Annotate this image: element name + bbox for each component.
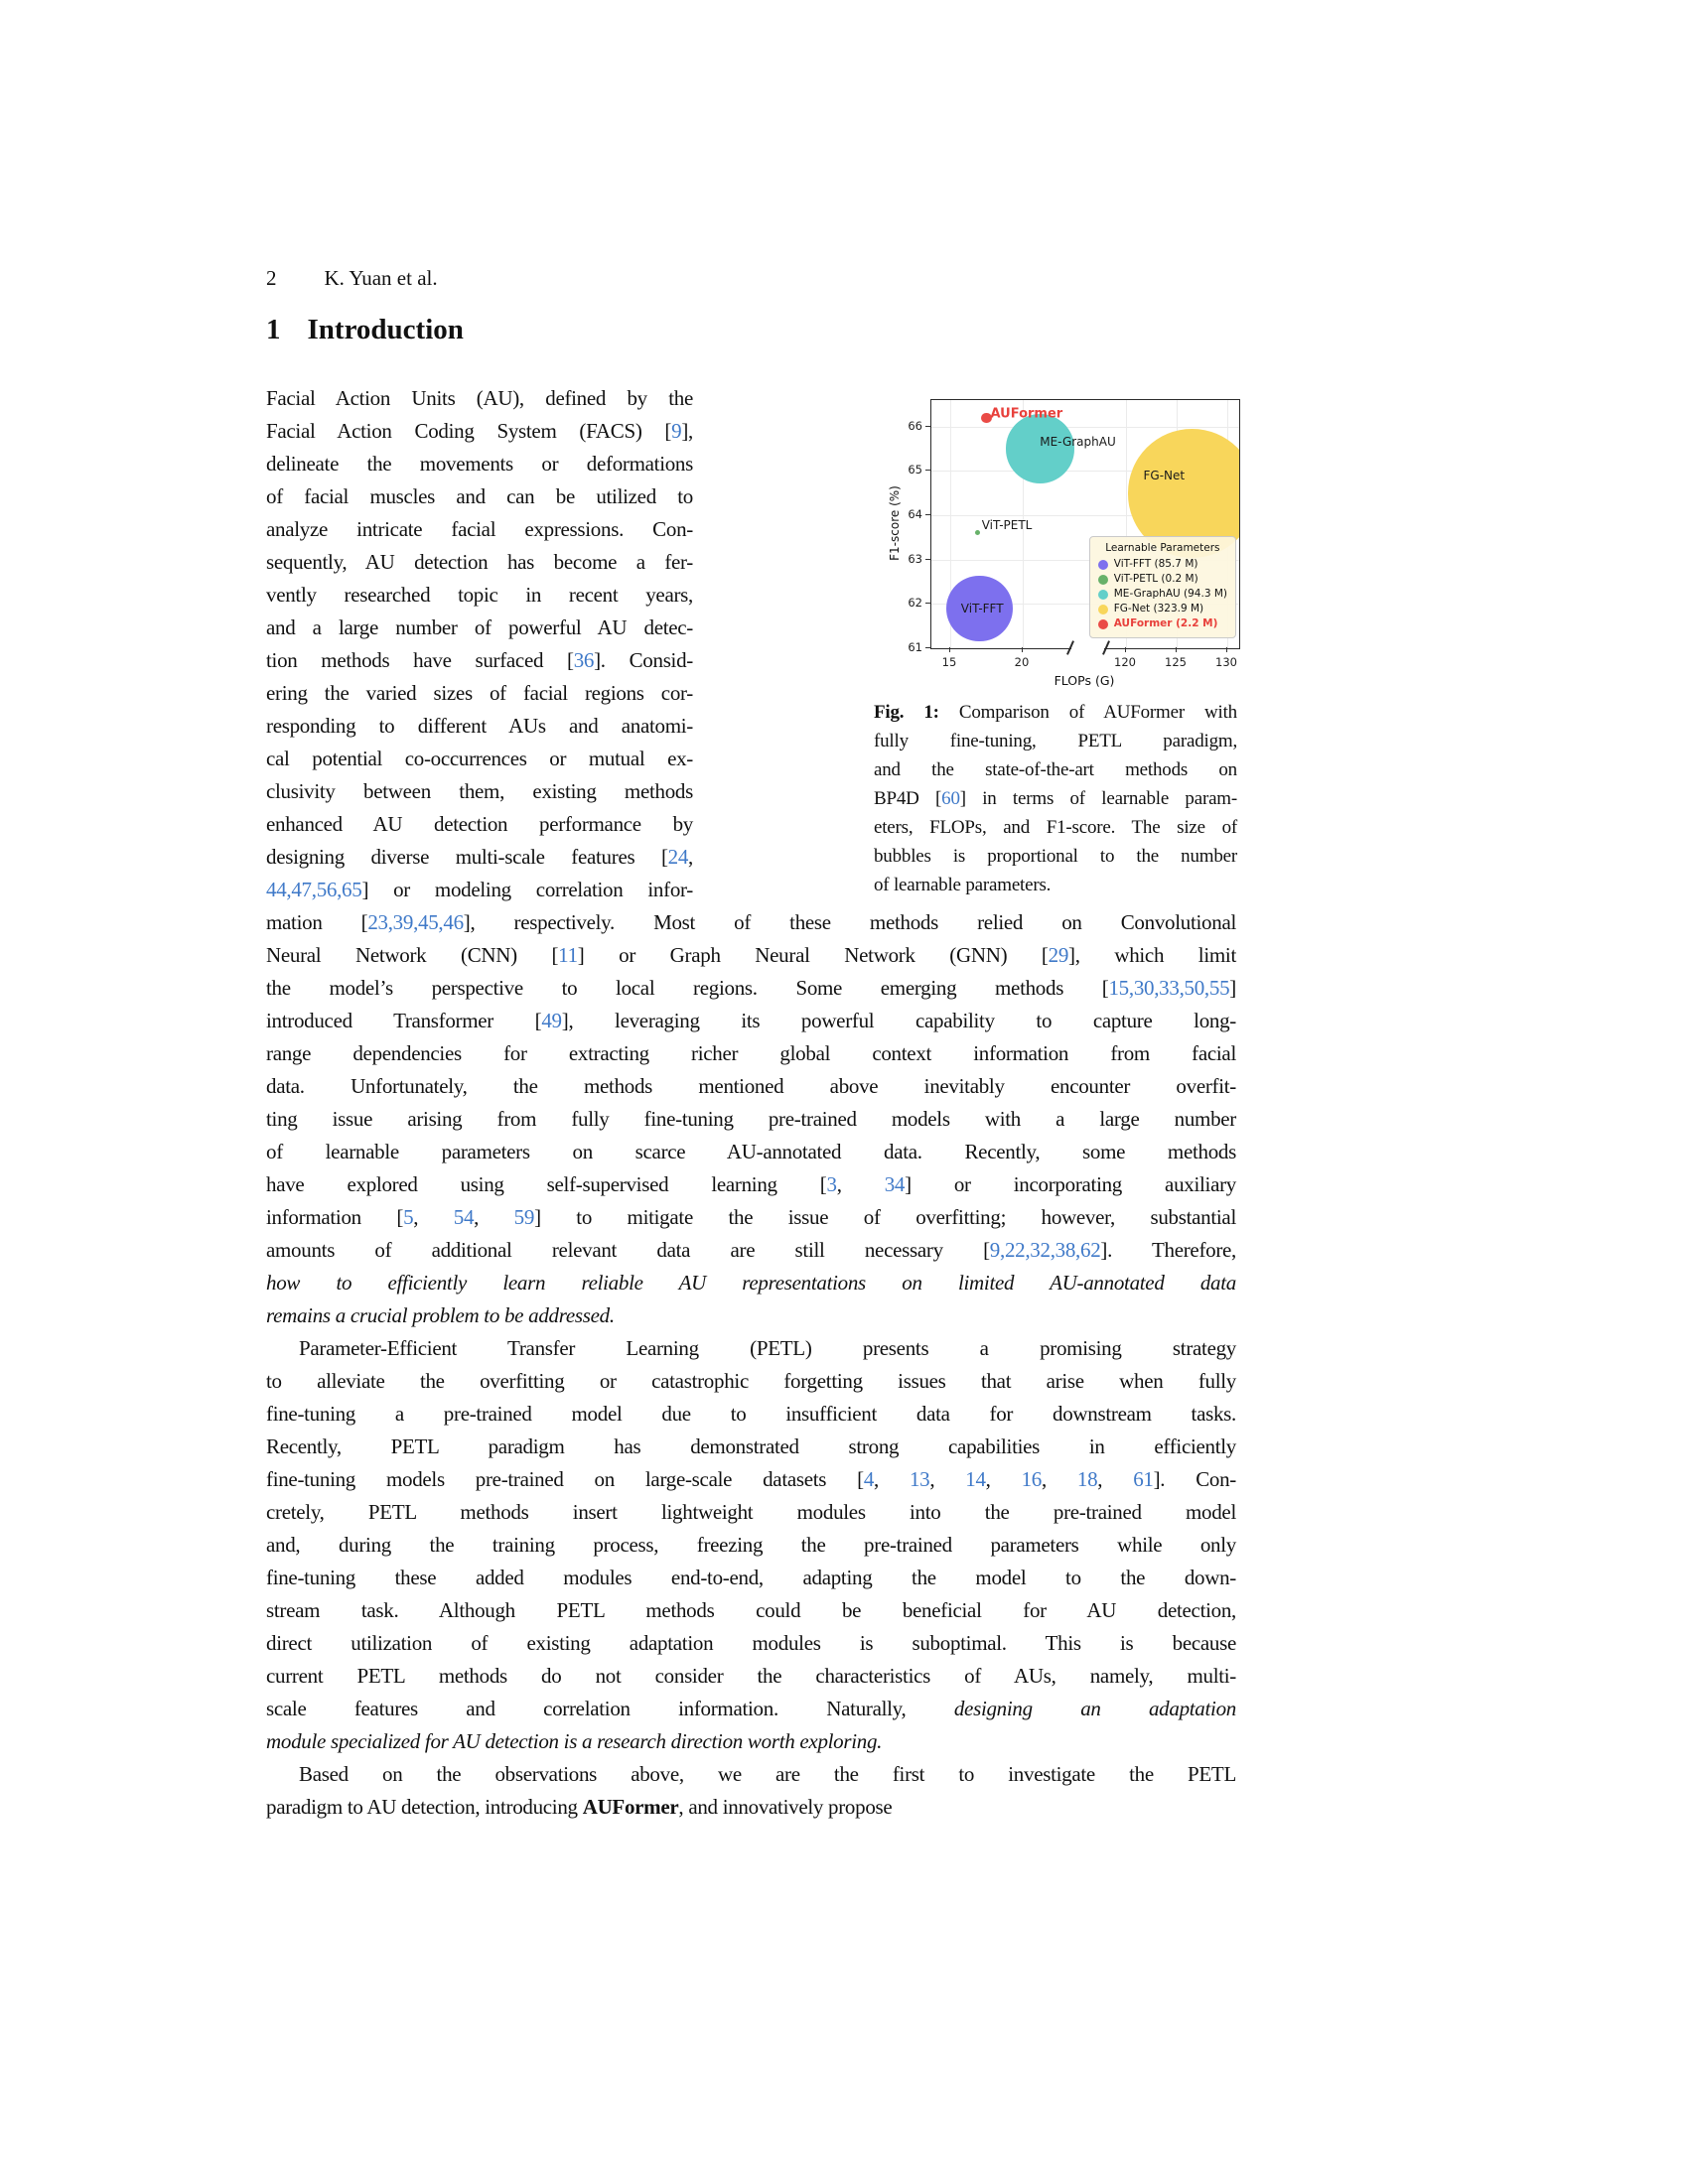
text-segment: ], respectively. Most of these methods relied on Convolutional [463,910,1236,934]
text-line [266,1463,1236,1496]
text-line [266,1168,1236,1201]
text-line [266,513,693,546]
text-segment: fully fine-tuning, PETL paradigm, [874,731,1237,751]
text-segment: , [929,1467,966,1491]
text-segment: sequently, AU detection has become a fer- [266,550,693,574]
y-tick-label: 61 [908,640,922,654]
text-segment: responding to different AUs and anatomi- [266,714,693,738]
text-segment: stream task. Although PETL methods could be beneficial for AU detection, [266,1598,1236,1622]
legend-label: AUFormer (2.2 M) [1113,617,1218,629]
text-line [874,755,1237,784]
text-segment: ] or incorporating auxiliary [905,1172,1236,1196]
text-segment: and the state-of-the-art methods on [874,759,1237,780]
text-line [266,1267,1236,1299]
text-segment: designing diverse multi-scale features [ [266,845,668,869]
citation-link[interactable]: 36 [573,648,595,672]
text-line [266,1365,1236,1398]
citation-link[interactable]: 15,30,33,50,55 [1108,976,1230,1000]
text-segment: amounts of additional relevant data are still necessary [ [266,1238,990,1262]
text-segment: ], [681,419,693,443]
text-line [266,1398,1236,1431]
text-segment: Based on the observations above, we are the first to investigate the PETL [299,1762,1236,1786]
text-segment: delineate the movements or deformations [266,452,693,476]
bubble-vit-petl [975,530,980,535]
text-line [874,698,1237,727]
text-segment: direct utilization of existing adaptation modules is suboptimal. This is because [266,1631,1236,1655]
bubble-label-auformer: AUFormer [990,406,1063,422]
text-line [266,906,1236,939]
text-line [266,939,1236,972]
y-tick [925,603,930,604]
text-line [874,784,1237,813]
text-segment: ] [1229,976,1236,1000]
text-segment: ]. Con- [1153,1467,1236,1491]
text-segment: to alleviate the overfitting or catastrophic forgetting issues that arise when fully [266,1369,1236,1393]
text-segment: Neural Network (CNN) [ [266,943,559,967]
legend-item [1098,602,1227,616]
legend-title: Learnable Parameters [1105,542,1220,554]
text-segment: Comparison of AUFormer with [958,702,1237,723]
legend-item [1098,572,1227,587]
text-segment: scale features and correlation information. Naturally, [266,1697,954,1720]
legend-item [1098,587,1227,602]
x-tick-label: 15 [941,655,957,669]
x-tick-label: 20 [1014,655,1030,669]
x-tick [1226,647,1227,652]
running-title: K. Yuan et al. [324,266,438,290]
text-line [266,775,693,808]
text-line [266,1529,1236,1562]
y-tick [925,470,930,471]
text-line [266,1332,1236,1365]
text-segment: fine-tuning these added modules end-to-end, adapting the model to the down- [266,1566,1236,1589]
text-segment: range dependencies for extracting richer global context information from facial [266,1041,1236,1065]
text-segment: fine-tuning a pre-trained model due to insufficient data for downstream tasks. [266,1402,1236,1426]
text-segment: cretely, PETL methods insert lightweight modules into the pre-trained model [266,1500,1236,1524]
citation-link[interactable]: 3 [826,1172,837,1196]
x-tick-label: 120 [1114,655,1136,669]
x-tick-label: 125 [1165,655,1187,669]
citation-link[interactable]: 14 [965,1467,986,1491]
text-segment: , [836,1172,885,1196]
bubble-label-vit-petl: ViT-PETL [981,517,1033,532]
citation-link[interactable]: 24 [667,845,689,869]
text-segment: ering the varied sizes of facial regions cor- [266,681,693,705]
text-segment: Parameter-Efficient Transfer Learning (PETL) presents a promising strategy [299,1336,1236,1360]
y-tick-label: 63 [908,551,922,566]
text-line [266,1725,1236,1758]
text-line [266,1299,1236,1332]
text-line [266,579,693,612]
text-segment: module specialized for AU detection is a research direction worth exploring. [266,1729,883,1753]
text-segment: of learnable parameters on scarce AU-annotated data. Recently, some methods [266,1140,1236,1163]
y-tick [925,514,930,515]
citation-link[interactable]: 61 [1133,1467,1154,1491]
text-line [874,842,1237,871]
text-line [266,1758,1236,1791]
bubble-label-vit-fft: ViT-FFT [960,601,1004,615]
text-line [266,1201,1236,1234]
running-header [266,266,1236,291]
text-line [874,727,1237,755]
text-segment: , [688,845,693,869]
citation-link[interactable]: 59 [513,1205,535,1229]
text-line [266,1496,1236,1529]
text-line [874,871,1237,899]
citation-link[interactable]: 34 [884,1172,906,1196]
citation-link[interactable]: 11 [558,943,578,967]
legend-item [1098,616,1227,631]
text-line [874,813,1237,842]
text-line [266,710,693,743]
text-line [266,1791,1236,1824]
text-segment: ], leveraging its powerful capability to capture long- [561,1009,1236,1032]
axis-break-gap [1071,642,1104,653]
section-heading [266,314,464,346]
x-tick [1125,647,1126,652]
citation-link[interactable]: 18 [1076,1467,1098,1491]
text-segment: , [985,1467,1022,1491]
text-segment: , [413,1205,454,1229]
text-segment: paradigm to AU detection, introducing [266,1795,583,1819]
text-line [266,808,693,841]
citation-link[interactable]: 49 [541,1009,562,1032]
y-tick-label: 66 [908,418,922,433]
text-segment: AUFormer [582,1795,679,1819]
legend-item [1098,557,1227,572]
y-tick [925,647,930,648]
citation-link[interactable]: 60 [941,788,960,809]
text-line [266,1627,1236,1660]
text-segment: remains a crucial problem to be addressed. [266,1303,615,1327]
text-segment: cal potential co-occurrences or mutual ex- [266,747,693,770]
citation-link[interactable]: 9,22,32,38,62 [989,1238,1101,1262]
bubble-label-me-graphau: ME-GraphAU [1040,435,1116,450]
text-segment: ] in terms of learnable param- [959,788,1238,809]
x-tick [1176,647,1177,652]
text-line [266,1234,1236,1267]
legend-swatch [1098,605,1108,614]
legend-swatch [1098,560,1108,570]
section-title: Introduction [307,314,464,345]
x-tick [949,647,950,652]
figure-1-bubble-chart [879,389,1242,689]
text-segment: designing an adaptation [953,1697,1236,1720]
x-axis-label: FLOPs (G) [1054,673,1115,688]
text-segment: analyze intricate facial expressions. Con- [266,517,693,541]
citation-link[interactable]: 16 [1021,1467,1042,1491]
text-line [266,1103,1236,1136]
text-segment: ] to mitigate the issue of overfitting; however, substantial [534,1205,1236,1229]
citation-link[interactable]: 29 [1048,943,1069,967]
text-line [266,612,693,644]
text-line [266,841,693,874]
y-tick-label: 62 [908,596,922,611]
text-line [266,415,693,448]
text-segment: ] or modeling correlation infor- [361,878,693,901]
text-segment: how to efficiently learn reliable AU representations on limited AU-annotated data [266,1271,1236,1295]
text-line [266,677,693,710]
x-tick-label: 130 [1215,655,1237,669]
text-segment: ting issue arising from fully fine-tuning pre-trained models with a large number [266,1107,1236,1131]
legend-swatch [1098,619,1108,629]
legend-label: ME-GraphAU (94.3 M) [1113,588,1227,600]
text-segment: , and innovatively propose [678,1795,893,1819]
citation-link[interactable]: 4 [863,1467,875,1491]
y-tick [925,559,930,560]
citation-link[interactable]: 23,39,45,46 [367,910,464,934]
legend-label: ViT-PETL (0.2 M) [1113,573,1198,585]
y-tick [925,426,930,427]
text-segment: Recently, PETL paradigm has demonstrated strong capabilities in efficiently [266,1434,1236,1458]
citation-link[interactable]: 5 [403,1205,414,1229]
citation-link[interactable]: 13 [909,1467,930,1491]
text-segment: , [874,1467,910,1491]
text-segment: vently researched topic in recent years, [266,583,693,607]
text-segment: , [1097,1467,1134,1491]
bubble-label-fg-net: FG-Net [1143,468,1186,482]
text-line [266,1136,1236,1168]
page-number: 2 [266,266,277,290]
text-segment: of learnable parameters. [874,875,1052,895]
text-segment: BP4D [ [874,788,942,809]
text-line [266,1070,1236,1103]
text-segment: information [ [266,1205,404,1229]
legend-swatch [1098,590,1108,600]
text-segment: , [474,1205,514,1229]
text-segment: Fig. 1: [874,702,959,723]
text-segment: bubbles is proportional to the number [874,846,1237,867]
y-tick-label: 65 [908,463,922,478]
text-segment: mation [ [266,910,368,934]
text-segment: clusivity between them, existing methods [266,779,693,803]
text-segment: the model’s perspective to local regions. Some emerging methods [ [266,976,1109,1000]
text-line [266,1005,1236,1037]
text-segment: ] or Graph Neural Network (GNN) [ [577,943,1049,967]
text-line [266,448,693,480]
section-number: 1 [266,314,281,345]
text-line [266,972,1236,1005]
text-line [266,1431,1236,1463]
text-segment: eters, FLOPs, and F1-score. The size of [874,817,1237,838]
text-line [266,874,693,906]
legend [1089,536,1236,638]
text-segment: current PETL methods do not consider the characteristics of AUs, namely, multi- [266,1664,1236,1688]
citation-link[interactable]: 44,47,56,65 [266,878,362,901]
y-axis-label: F1-score (%) [888,485,902,561]
text-segment: have explored using self-supervised learning [ [266,1172,827,1196]
text-segment: ], which limit [1068,943,1236,967]
text-segment: and, during the training process, freezing the pre-trained parameters while only [266,1533,1236,1557]
text-segment: ]. Consid- [594,648,693,672]
text-segment: data. Unfortunately, the methods mentioned above inevitably encounter overfit- [266,1074,1236,1098]
text-segment: ]. Therefore, [1100,1238,1237,1262]
text-segment: introduced Transformer [ [266,1009,542,1032]
legend-label: ViT-FFT (85.7 M) [1113,558,1198,570]
text-line [266,1693,1236,1725]
x-tick [1022,647,1023,652]
text-segment: tion methods have surfaced [ [266,648,574,672]
y-tick-label: 64 [908,507,922,522]
text-segment: Facial Action Coding System (FACS) [ [266,419,672,443]
text-segment: fine-tuning models pre-trained on large-scale datasets [ [266,1467,864,1491]
text-line [266,546,693,579]
grid-line [931,427,1239,428]
text-segment: , [1041,1467,1077,1491]
text-segment: enhanced AU detection performance by [266,812,693,836]
text-segment: and a large number of powerful AU detec- [266,615,693,639]
text-line [266,480,693,513]
text-line [266,743,693,775]
text-segment: Facial Action Units (AU), defined by the [266,386,693,410]
legend-label: FG-Net (323.9 M) [1113,603,1204,614]
text-segment: of facial muscles and can be utilized to [266,484,693,508]
text-line [266,1037,1236,1070]
text-line [266,1660,1236,1693]
citation-link[interactable]: 9 [671,419,682,443]
text-line [266,382,693,415]
legend-swatch [1098,575,1108,585]
citation-link[interactable]: 54 [453,1205,475,1229]
text-line [266,1594,1236,1627]
figure-caption [874,698,1237,899]
text-line [266,1562,1236,1594]
plot-area [930,399,1240,649]
text-line [266,644,693,677]
